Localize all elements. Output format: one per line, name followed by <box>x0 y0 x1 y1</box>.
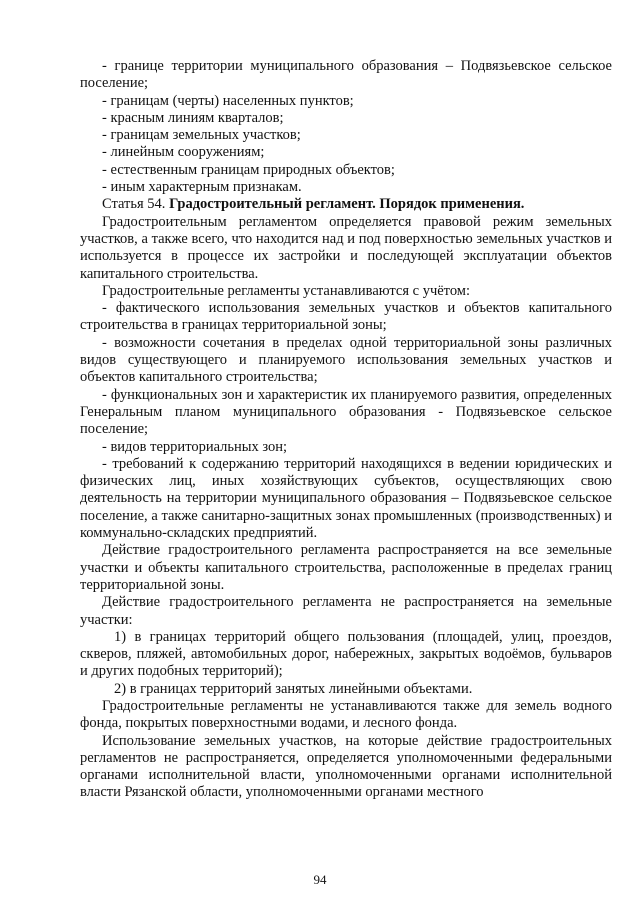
paragraph: Действие градостроительного регламента распространяется на все земельные участки и объекты капитального строительства, расположенные в пределах границ территориальной зоны. <box>80 542 612 593</box>
numbered-item: 2) в границах территорий занятых линейными объектами. <box>114 680 473 697</box>
list-item: - иным характерным признакам. <box>102 179 302 196</box>
numbered-item: 1) в границах территорий общего пользования (площадей, улиц, проездов, скверов, пляжей, автомобильных дорог, набережных, закрытых водоёмов, бульваров и других подобных территорий); <box>80 628 612 680</box>
list-item: - границам земельных участков; <box>102 127 301 144</box>
list-item: - естественным границам природных объектов; <box>102 161 395 178</box>
list-item: - границам (черты) населенных пунктов; <box>102 92 354 109</box>
paragraph: Градостроительные регламенты устанавливаются с учётом: <box>102 282 471 299</box>
article-title: Градостроительный регламент. Порядок применения. <box>169 196 525 213</box>
paragraph: Градостроительным регламентом определяется правовой режим земельных участков, а также всего, что находится над и под поверхностью земельных участков и используется в процессе их застройки и последующей эксплуатации объектов капитального строительства. <box>80 213 612 282</box>
list-item: - возможности сочетания в пределах одной территориальной зоны различных видов существующего и планируемого использования земельных участков и объектов капитального строительства; <box>80 334 612 386</box>
list-item: - границе территории муниципального образования – Подвязьевское сельское поселение; <box>80 58 612 92</box>
page-number: 94 <box>313 872 327 887</box>
paragraph: Градостроительные регламенты не устанавливаются также для земель водного фонда, покрытых поверхностными водами, и лесного фонда. <box>80 697 612 732</box>
list-item: - фактического использования земельных участков и объектов капитального строительства в границах территориальной зоны; <box>80 300 612 334</box>
document-body <box>80 58 612 802</box>
list-item: - функциональных зон и характеристик их планируемого развития, определенных Генеральным планом муниципального образования - Подвязьевское сельское поселение; <box>80 386 612 438</box>
article-heading <box>80 196 612 213</box>
list-item: - видов территориальных зон; <box>102 438 288 455</box>
list-item: - красным линиям кварталов; <box>102 109 284 126</box>
paragraph: Действие градостроительного регламента не распространяется на земельные участки: <box>80 594 612 628</box>
article-number: Статья 54. <box>102 196 170 213</box>
paragraph: Использование земельных участков, на которые действие градостроительных регламентов не распространяется, определяется уполномоченными федеральными органами исполнительной власти, уполномоченными органами исполнительной власти Рязанской области, уполномоченными органами местного <box>80 732 612 801</box>
list-item: - линейным сооружениям; <box>102 144 265 161</box>
list-item: - требований к содержанию территорий находящихся в ведении юридических и физических лиц, иных хозяйствующих субъектов, осуществляющих свою деятельность на территории муниципального образования – Подвязьевское сельское поселение, а также санитарно-защитных зонах промышленных (производственных) и коммунально-складских предприятий. <box>80 455 612 542</box>
